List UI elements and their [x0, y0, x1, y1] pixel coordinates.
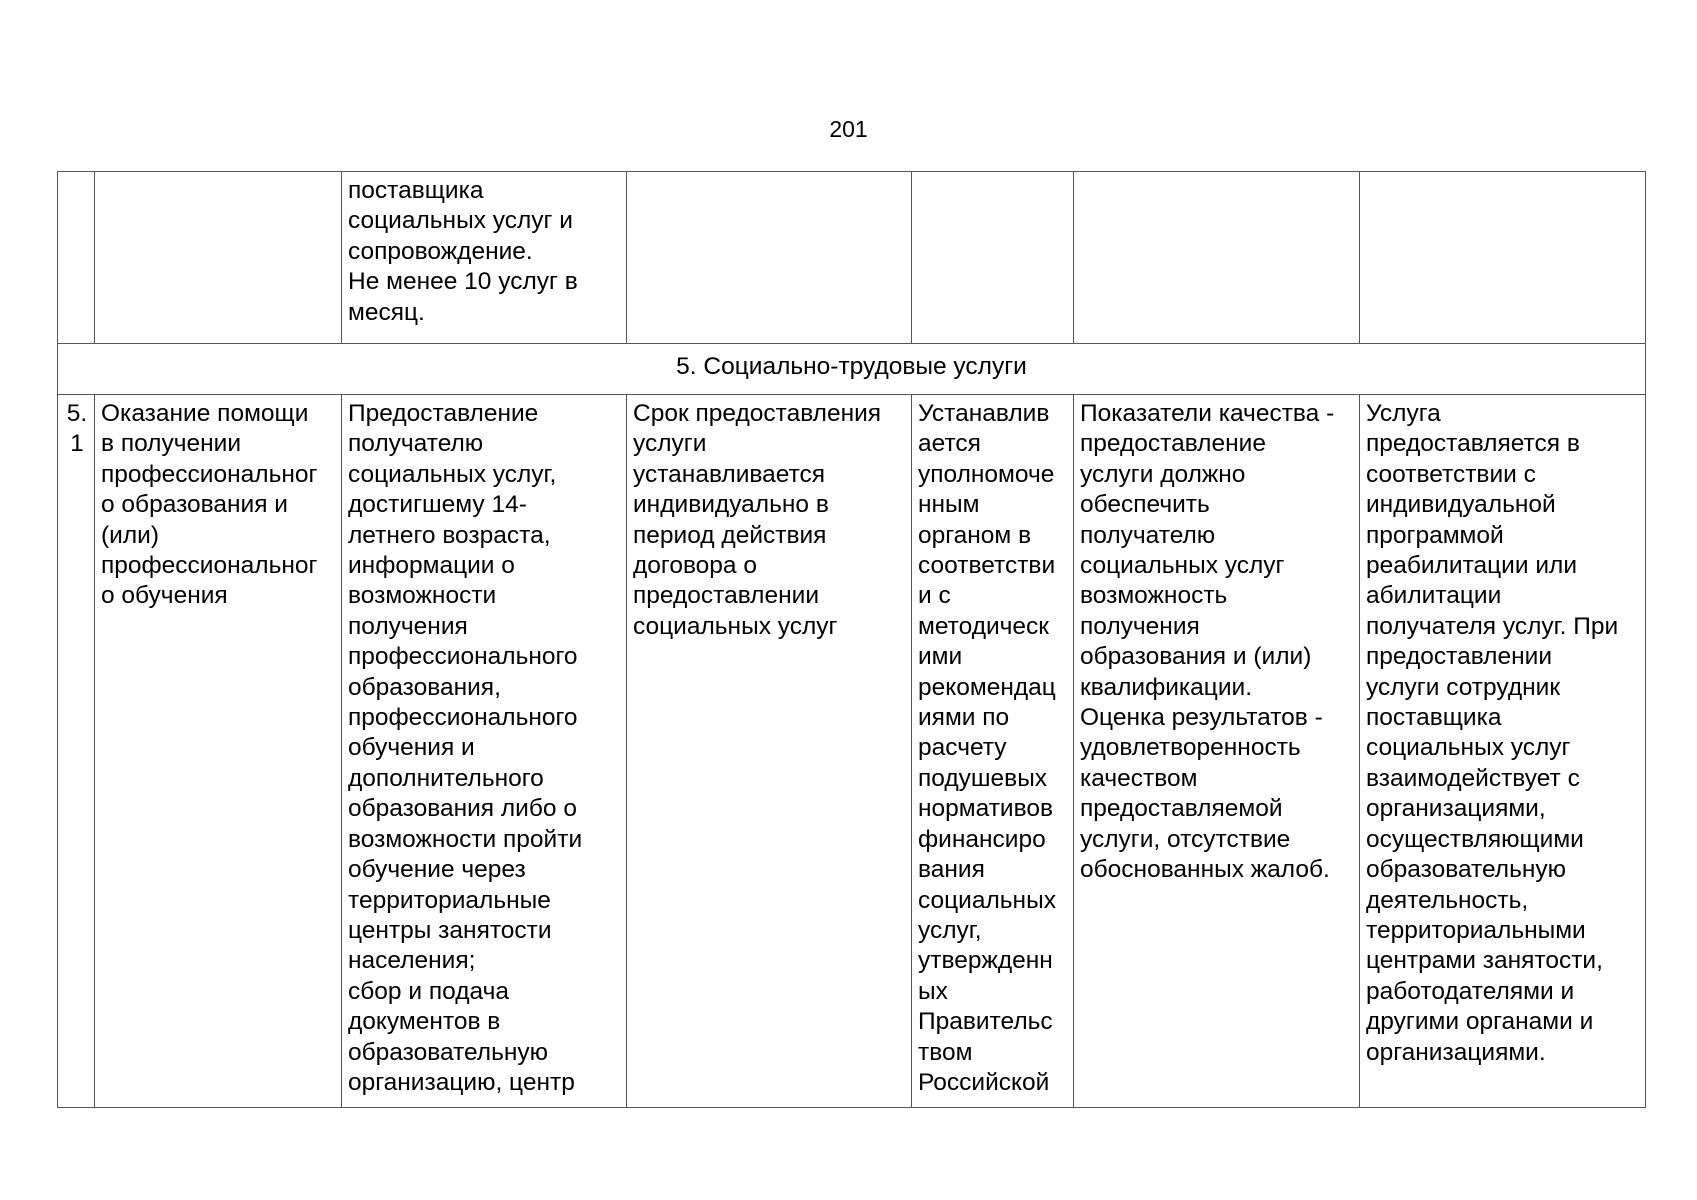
page-number: 201	[829, 116, 868, 142]
cell-quality	[1074, 172, 1360, 344]
cell-conditions: Услуга предоставляется в соответствии с индивидуальной программой реабилитации или абилитации получателя услуг. При предоставлении услуги сотрудник поставщика социальных услуг взаимодействует с организациями, осуществляющими образовательную деятельность, территориальными центрами занятости, работодателями и другими органами и организациями.	[1360, 395, 1646, 1108]
cell-number: 5. 1	[58, 395, 95, 1108]
cell-number	[58, 172, 95, 344]
cell-service-name	[95, 172, 342, 344]
cell-quality: Показатели качества - предоставление услуги должно обеспечить получателю социальных услуг возможность получения образования и (или) квалификации. Оценка результатов - удовлетворенность качеством предоставляемой услуги, отсутствие обоснованных жалоб.	[1074, 395, 1360, 1108]
table-row-continuation	[58, 172, 1646, 344]
table-row-5-1	[58, 395, 1646, 1108]
section-header-row	[58, 344, 1646, 395]
services-table	[57, 171, 1646, 1108]
cell-service-description: поставщика социальных услуг и сопровождение. Не менее 10 услуг в месяц.	[342, 172, 627, 344]
cell-term: Срок предоставления услуги устанавливается индивидуально в период действия договора о предоставлении социальных услуг	[627, 395, 912, 1108]
cell-service-description: Предоставление получателю социальных услуг, достигшему 14- летнего возраста, информации о возможности получения профессионального образования, профессионального обучения и дополнительного образования либо о возможности пройти обучение через территориальные центры занятости населения; сбор и подача документов в образовательную организацию, центр	[342, 395, 627, 1108]
cell-norm	[912, 172, 1074, 344]
cell-conditions	[1360, 172, 1646, 344]
section-title: 5. Социально-трудовые услуги	[58, 344, 1646, 395]
cell-service-name: Оказание помощи в получении профессиональног о образования и (или) профессиональног о обучения	[95, 395, 342, 1108]
cell-norm: Устанавлив ается уполномоче нным органом в соответстви и с методическ ими рекомендац иями по расчету подушевых нормативов финансиро вания социальных услуг, утвержденн ых Правительс твом Российской	[912, 395, 1074, 1108]
cell-term	[627, 172, 912, 344]
